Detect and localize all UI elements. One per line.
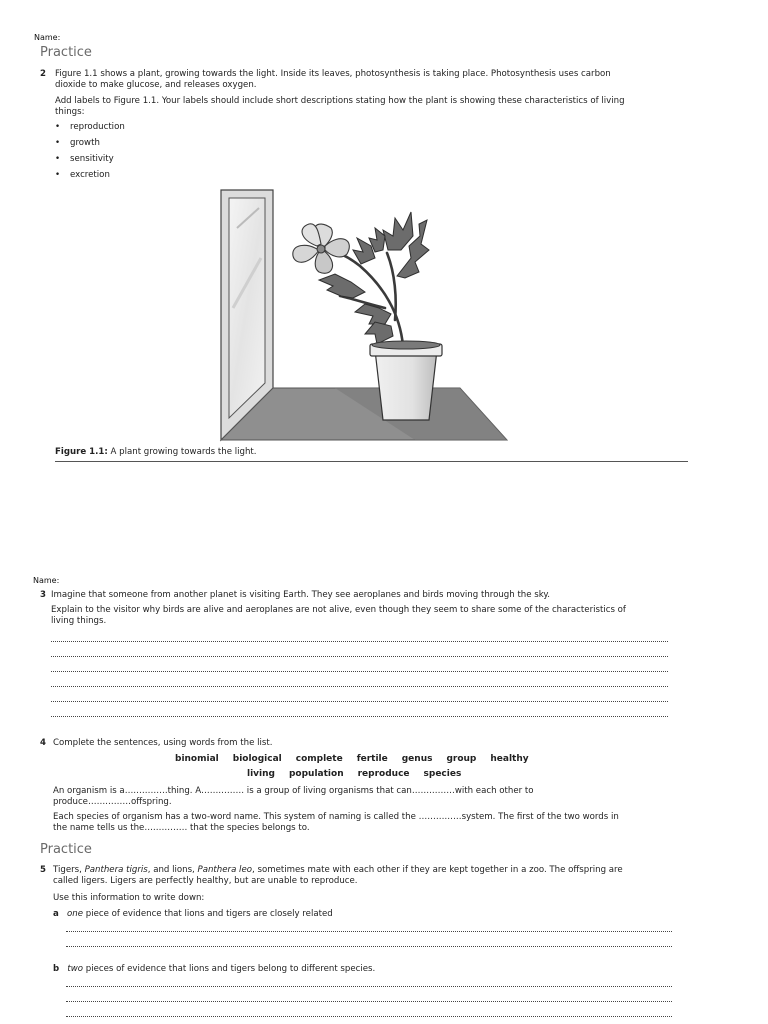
- question-4-intro: Complete the sentences, using words from the list.: [53, 738, 273, 748]
- question-3-number: 3: [40, 590, 46, 600]
- word-list-row-2: [240, 769, 468, 779]
- word-option: species: [423, 769, 462, 779]
- sentence-1: An organism is a……………thing. A…………… is a group of living organisms that can……………with each other to produce……………offspring.: [53, 786, 534, 807]
- list-item: • reproduction: [55, 119, 125, 135]
- plant-figure: [215, 188, 515, 443]
- flower: [293, 224, 349, 274]
- question-3-text: Imagine that someone from another planet is visiting Earth. They see aeroplanes and birds moving through the sky.: [51, 590, 551, 600]
- part-a: a one piece of evidence that lions and tigers are closely related: [53, 909, 333, 919]
- question-4-number: 4: [40, 738, 46, 748]
- word-list-row-1: [168, 754, 536, 764]
- characteristics-list: [55, 119, 125, 183]
- word-option: binomial: [175, 754, 219, 764]
- name-label: Name:: [33, 576, 60, 585]
- list-item: • sensitivity: [55, 151, 125, 167]
- part-b: b two pieces of evidence that lions and tigers belong to different species.: [53, 964, 376, 974]
- list-item: • growth: [55, 135, 125, 151]
- question-3-instruction: Explain to the visitor why birds are alive and aeroplanes are not alive, even though they seem to share some of the characteristics of living things.: [51, 605, 626, 626]
- answer-line[interactable]: [66, 931, 672, 932]
- question-2-instruction: Add labels to Figure 1.1. Your labels should include short descriptions stating how the plant is showing these characteristics of living things:: [55, 96, 625, 117]
- answer-line[interactable]: [66, 1001, 672, 1002]
- sentence-2: Each species of organism has a two-word name. This system of naming is called the ……………system. The first of the two words in the name tells us the…………… that the species belongs to.: [53, 812, 619, 833]
- answer-line[interactable]: [51, 686, 668, 687]
- answer-line[interactable]: [51, 671, 668, 672]
- answer-line[interactable]: [51, 716, 668, 717]
- list-item: • excretion: [55, 167, 125, 183]
- answer-line[interactable]: [66, 986, 672, 987]
- divider: [55, 461, 688, 462]
- name-label: Name:: [34, 33, 61, 42]
- word-option: living: [247, 769, 275, 779]
- answer-line[interactable]: [66, 946, 672, 947]
- question-5-number: 5: [40, 865, 46, 875]
- word-option: complete: [295, 754, 343, 764]
- question-5-text: Tigers, Panthera tigris, and lions, Panthera leo, sometimes mate with each other if they are kept together in a zoo. The offspring are called ligers. Ligers are perfectly healthy, but are unable to reproduce.: [53, 865, 623, 886]
- figure-caption: Figure 1.1: A plant growing towards the light.: [55, 447, 257, 457]
- practice-heading: Practice: [40, 45, 92, 60]
- word-option: population: [288, 769, 344, 779]
- answer-line[interactable]: [51, 701, 668, 702]
- answer-line[interactable]: [66, 1016, 672, 1017]
- word-option: group: [446, 754, 477, 764]
- answer-line[interactable]: [51, 641, 668, 642]
- word-option: healthy: [490, 754, 529, 764]
- word-option: biological: [232, 754, 282, 764]
- question-5-instruction: Use this information to write down:: [53, 893, 205, 903]
- question-2-text: Figure 1.1 shows a plant, growing towards the light. Inside its leaves, photosynthesis is taking place. Photosynthesis uses carbon dioxide to make glucose, and releases oxygen.: [55, 69, 611, 90]
- question-2-number: 2: [40, 69, 46, 79]
- word-option: fertile: [356, 754, 388, 764]
- answer-line[interactable]: [51, 656, 668, 657]
- word-option: genus: [401, 754, 433, 764]
- practice-heading: Practice: [40, 842, 92, 857]
- word-option: reproduce: [357, 769, 410, 779]
